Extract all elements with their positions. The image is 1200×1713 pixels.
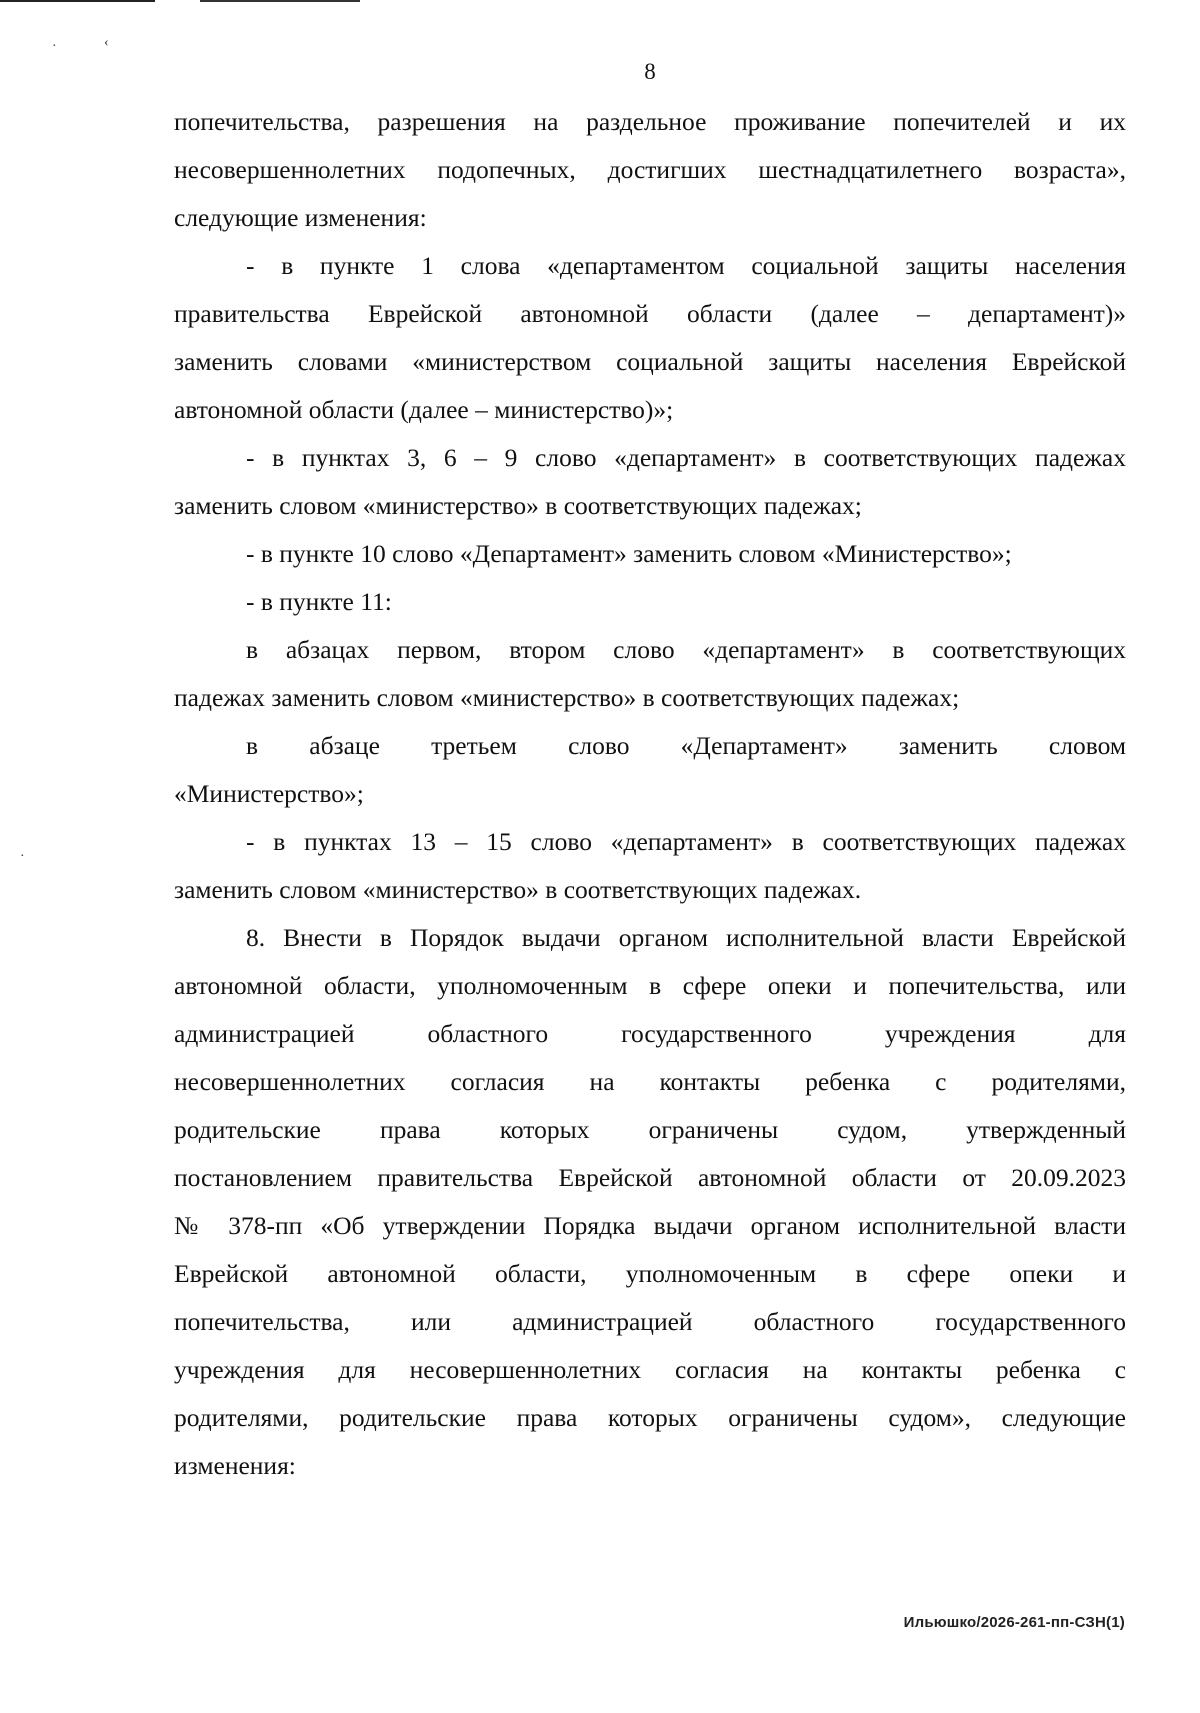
text-line: несовершеннолетних подопечных, достигших шестнадцатилетнего возраста», bbox=[174, 155, 1126, 184]
text-line: несовершеннолетних согласия на контакты ребенка с родителями, bbox=[174, 1067, 1126, 1096]
text-line: попечительства, разрешения на раздельное проживание попечителей и их bbox=[174, 107, 1126, 136]
text-line: попечительства, или администрацией областного государственного bbox=[174, 1307, 1126, 1336]
text-line: родительские права которых ограничены судом, утвержденный bbox=[174, 1115, 1126, 1144]
text-line: правительства Еврейской автономной области (далее – департамент)» bbox=[174, 299, 1126, 328]
text-line: учреждения для несовершеннолетних согласия на контакты ребенка с bbox=[174, 1355, 1126, 1384]
page-number: 8 bbox=[644, 59, 656, 84]
text-line: администрацией областного государственного учреждения для bbox=[174, 1019, 1126, 1048]
text-line: заменить словом «министерство» в соответствующих падежах. bbox=[174, 875, 862, 904]
text-line: постановлением правительства Еврейской автономной области от 20.09.2023 bbox=[174, 1163, 1126, 1192]
scan-speck: · bbox=[52, 39, 57, 54]
document-body bbox=[174, 98, 1126, 1490]
text-line: заменить словами «министерством социальной защиты населения Еврейской bbox=[174, 347, 1126, 376]
scan-edge-mark bbox=[200, 0, 360, 2]
text-line: следующие изменения: bbox=[174, 203, 427, 232]
scan-edge-mark bbox=[0, 0, 155, 2]
text-line: - в пункте 10 слово «Департамент» заменить словом «Министерство»; bbox=[246, 539, 1012, 568]
text-line: падежах заменить словом «министерство» в соответствующих падежах; bbox=[174, 683, 960, 712]
scan-speck: ‹ bbox=[104, 35, 109, 50]
text-line: «Министерство»; bbox=[174, 779, 364, 808]
scan-speck: · bbox=[20, 849, 25, 864]
text-line: - в пунктах 3, 6 – 9 слово «департамент» в соответствующих падежах bbox=[246, 443, 1126, 472]
text-line: Еврейской автономной области, уполномоченным в сфере опеки и bbox=[174, 1259, 1126, 1288]
text-line: родителями, родительские права которых ограничены судом», следующие bbox=[174, 1403, 1126, 1432]
text-line: в абзаце третьем слово «Департамент» заменить словом bbox=[246, 731, 1126, 760]
text-line: изменения: bbox=[174, 1451, 296, 1480]
text-line: 8. Внести в Порядок выдачи органом исполнительной власти Еврейской bbox=[246, 923, 1126, 952]
text-line: № 378-пп «Об утверждении Порядка выдачи органом исполнительной власти bbox=[174, 1211, 1126, 1240]
text-line: - в пункте 1 слова «департаментом социальной защиты населения bbox=[246, 251, 1126, 280]
text-line: - в пункте 11: bbox=[246, 587, 392, 616]
text-line: автономной области, уполномоченным в сфере опеки и попечительства, или bbox=[174, 971, 1126, 1000]
text-line: - в пунктах 13 – 15 слово «департамент» в соответствующих падежах bbox=[246, 827, 1126, 856]
text-line: автономной области (далее – министерство)»; bbox=[174, 395, 674, 424]
document-registration-code: Ильюшко/2026-261-пп-СЗН(1) bbox=[903, 1614, 1125, 1631]
text-line: заменить словом «министерство» в соответствующих падежах; bbox=[174, 491, 862, 520]
text-line: в абзацах первом, втором слово «департамент» в соответствующих bbox=[246, 635, 1126, 664]
